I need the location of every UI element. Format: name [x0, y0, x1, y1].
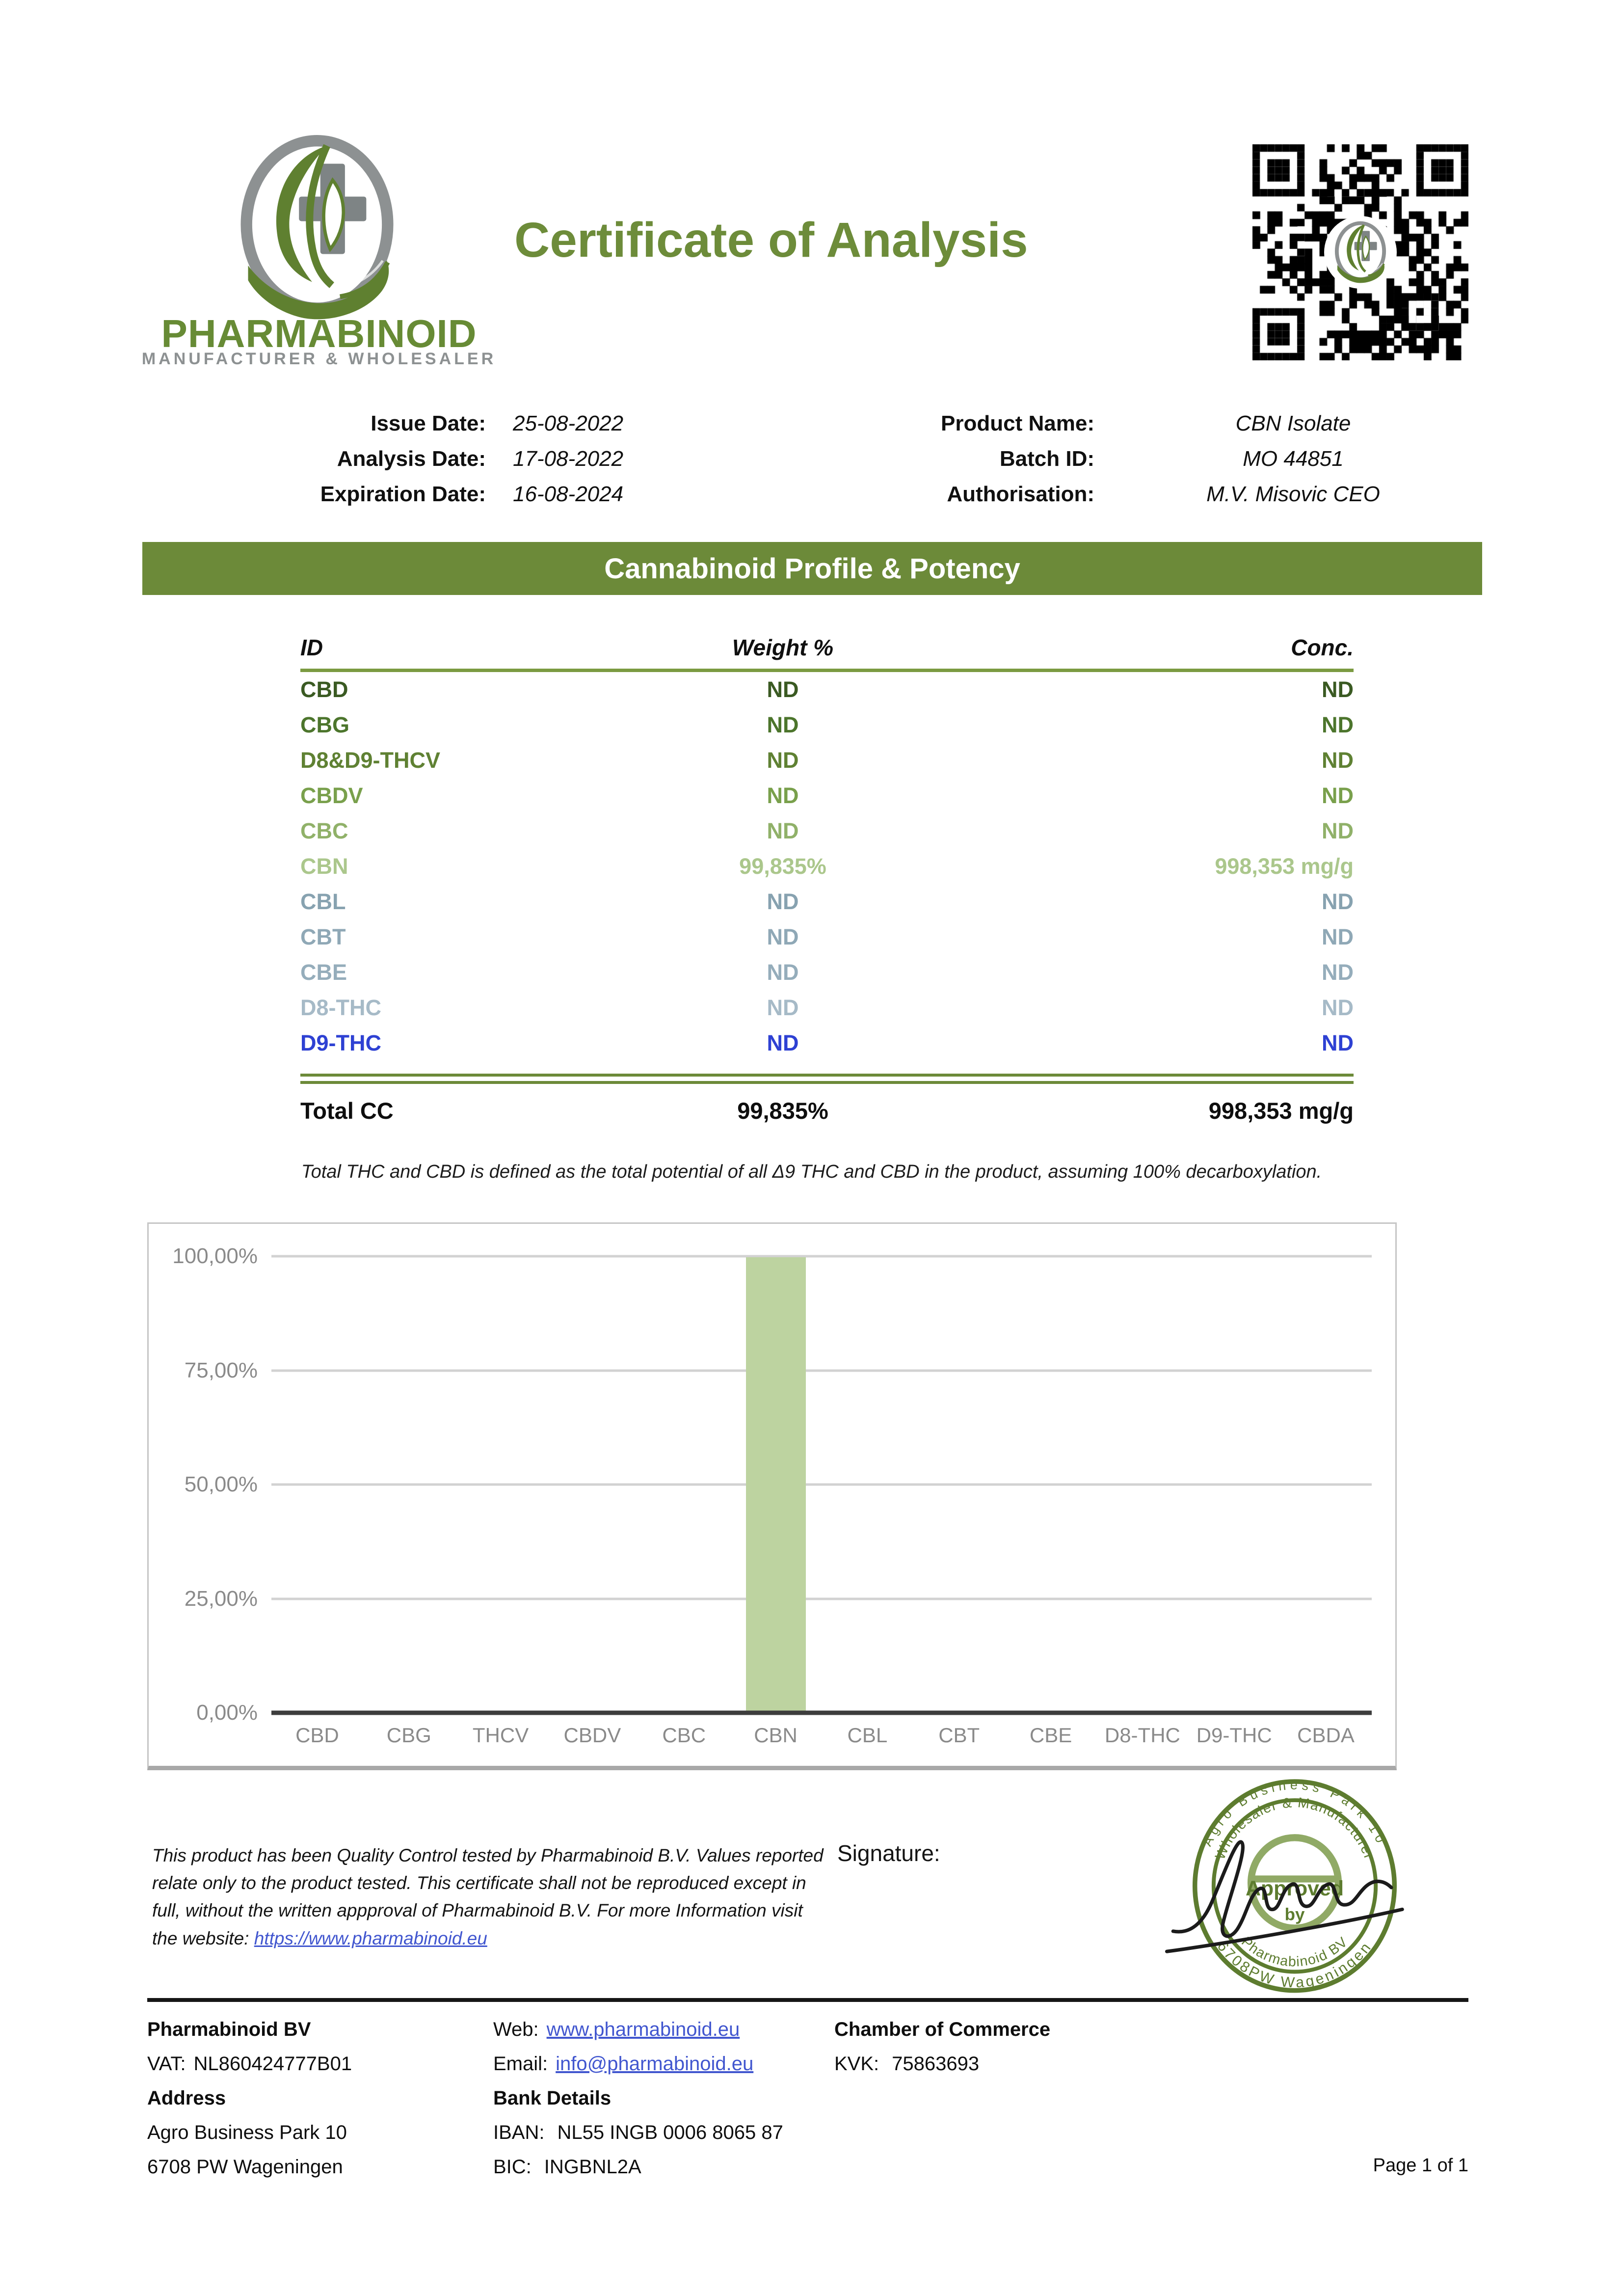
- x-axis-label: THCV: [472, 1724, 529, 1747]
- chart-cell: [363, 1256, 455, 1747]
- address-line-1: Agro Business Park 10: [147, 2122, 347, 2143]
- x-axis-label: CBD: [295, 1724, 339, 1747]
- bic-value: INGBNL2A: [544, 2156, 641, 2178]
- disclaimer-body: This product has been Quality Control tested by Pharmabinoid B.V. Values reported relate only to the product tested. This certificate shall not be reproduced except in full, without the written appproval of Pharmabinoid B.V. For more Information visit the website:: [152, 1845, 824, 1948]
- cell-weight: ND: [767, 818, 799, 843]
- page-title: Certificate of Analysis: [514, 213, 1028, 268]
- table-total-row: [300, 1092, 1354, 1129]
- approval-stamp: [1162, 1770, 1427, 2001]
- chart-cell: [913, 1256, 1005, 1747]
- table-row: [300, 743, 1354, 778]
- y-axis-label: 25,00%: [184, 1586, 258, 1611]
- email-link[interactable]: info@pharmabinoid.eu: [556, 2053, 754, 2075]
- cell-id: CBT: [300, 924, 346, 949]
- info-value: 17-08-2022: [513, 447, 624, 471]
- bar: [746, 1257, 806, 1713]
- table-row: [300, 1026, 1354, 1061]
- y-axis-label: 50,00%: [184, 1472, 258, 1496]
- kvk-value: 75863693: [892, 2053, 980, 2075]
- cell-weight: ND: [767, 995, 799, 1020]
- info-left-group: [147, 411, 788, 517]
- total-weight: 99,835%: [737, 1097, 828, 1124]
- table-row: [300, 990, 1354, 1026]
- table-row: [300, 884, 1354, 919]
- cell-id: CBG: [300, 712, 349, 737]
- cell-conc: 998,353 mg/g: [1215, 854, 1354, 879]
- info-field: [756, 447, 1465, 482]
- info-value: M.V. Misovic CEO: [1206, 482, 1380, 506]
- stamp-text-approved: Approved: [1245, 1876, 1344, 1900]
- info-field: [147, 411, 788, 447]
- total-conc: 998,353 mg/g: [1208, 1097, 1354, 1124]
- cell-weight: 99,835%: [739, 854, 826, 879]
- x-axis-label: CBN: [754, 1724, 798, 1747]
- cell-id: D8&D9-THCV: [300, 748, 441, 773]
- bic-label: BIC:: [493, 2156, 532, 2178]
- info-right-group: [756, 411, 1465, 517]
- pharmabinoid-logo-icon: [235, 133, 399, 323]
- cell-weight: ND: [767, 924, 799, 949]
- info-value: 16-08-2024: [513, 482, 624, 506]
- cell-id: CBE: [300, 960, 347, 985]
- table-row: [300, 707, 1354, 743]
- cell-conc: ND: [1322, 889, 1354, 914]
- info-label: Product Name:: [941, 411, 1094, 435]
- x-axis-label: CBC: [662, 1724, 706, 1747]
- info-value: 25-08-2022: [513, 411, 624, 435]
- signature-label: Signature:: [837, 1840, 940, 1866]
- footer-company-column: [147, 2019, 352, 2190]
- table-total-rule: [300, 1074, 1354, 1084]
- x-axis-label: CBDA: [1297, 1724, 1355, 1747]
- brand-tagline: MANUFACTURER & WHOLESALER: [141, 350, 497, 368]
- x-axis-label: CBG: [386, 1724, 431, 1747]
- cell-weight: ND: [767, 889, 799, 914]
- header-weight: Weight %: [732, 635, 834, 660]
- stamp-text-company: Pharmabinoid BV: [1238, 1934, 1351, 1970]
- table-row: [300, 849, 1354, 884]
- chart-cell: [546, 1256, 638, 1747]
- table-row: [300, 813, 1354, 849]
- cell-weight: ND: [767, 960, 799, 985]
- table-header-rule: [300, 669, 1354, 672]
- cell-id: CBDV: [300, 783, 363, 808]
- chart-cell: [1188, 1256, 1280, 1747]
- cell-weight: ND: [767, 748, 799, 773]
- brand-name: PHARMABINOID: [161, 312, 477, 355]
- vat-label: VAT:: [147, 2053, 186, 2075]
- website-link[interactable]: https://www.pharmabinoid.eu: [254, 1928, 487, 1948]
- address-title: Address: [147, 2087, 226, 2109]
- info-label: Batch ID:: [999, 447, 1094, 471]
- stamp-text-city: 6708PW Wageningen: [1214, 1938, 1376, 1991]
- commerce-title: Chamber of Commerce: [834, 2019, 1051, 2040]
- info-field: [756, 411, 1465, 447]
- qr-center-logo: [1324, 216, 1397, 289]
- info-label: Expiration Date:: [320, 482, 486, 506]
- decarboxylation-note: Total THC and CBD is defined as the total potential of all Δ9 THC and CBD in the product, assuming 100% decarboxylation.: [301, 1162, 1322, 1182]
- chart-cells: [271, 1256, 1372, 1747]
- page-number: Page 1 of 1: [1373, 2155, 1468, 2176]
- x-axis-label: D9-THC: [1196, 1724, 1272, 1747]
- info-value: CBN Isolate: [1235, 411, 1351, 435]
- header-id: ID: [300, 635, 323, 660]
- cell-id: D9-THC: [300, 1030, 381, 1055]
- info-field: [756, 482, 1465, 517]
- cell-conc: ND: [1322, 818, 1354, 843]
- y-axis-label: 0,00%: [196, 1701, 258, 1725]
- cell-conc: ND: [1322, 1030, 1354, 1055]
- address-line-2: 6708 PW Wageningen: [147, 2156, 343, 2178]
- cell-conc: ND: [1322, 677, 1354, 702]
- pharmabinoid-logo-icon: [1333, 220, 1388, 284]
- footer-commerce-column: [834, 2019, 1050, 2087]
- vat-value: NL860424777B01: [193, 2053, 352, 2075]
- cell-conc: ND: [1322, 995, 1354, 1020]
- chart-cell: [730, 1256, 822, 1747]
- x-axis-line: [271, 1711, 1372, 1715]
- total-label: Total CC: [300, 1097, 394, 1124]
- cell-weight: ND: [767, 677, 799, 702]
- email-label: Email:: [493, 2053, 548, 2075]
- cell-conc: ND: [1322, 960, 1354, 985]
- x-axis-label: CBL: [847, 1724, 888, 1747]
- info-label: Issue Date:: [371, 411, 486, 435]
- x-axis-label: CBT: [938, 1724, 980, 1747]
- cell-id: CBN: [300, 854, 348, 879]
- table-body: [300, 672, 1354, 1061]
- chart-plot: [172, 1244, 1372, 1747]
- cell-conc: ND: [1322, 924, 1354, 949]
- chart-cell: [638, 1256, 730, 1747]
- table-header: [300, 633, 1354, 662]
- header-conc: Conc.: [1291, 635, 1354, 660]
- cannabinoid-table: [300, 633, 1354, 1129]
- cell-id: D8-THC: [300, 995, 381, 1020]
- footer-contact-column: [493, 2019, 783, 2190]
- cell-id: CBL: [300, 889, 346, 914]
- iban-label: IBAN:: [493, 2122, 545, 2143]
- x-axis-label: CBE: [1029, 1724, 1072, 1747]
- section-banner: Cannabinoid Profile & Potency: [142, 542, 1482, 595]
- bar-chart: [147, 1222, 1397, 1770]
- footer-divider: [147, 1998, 1468, 2002]
- x-axis-label: D8-THC: [1104, 1724, 1180, 1747]
- cell-weight: ND: [767, 783, 799, 808]
- cell-conc: ND: [1322, 712, 1354, 737]
- footer-company-name: Pharmabinoid BV: [147, 2019, 311, 2040]
- cell-weight: ND: [767, 712, 799, 737]
- web-link[interactable]: www.pharmabinoid.eu: [546, 2019, 740, 2040]
- cell-weight: ND: [767, 1030, 799, 1055]
- x-axis-label: CBDV: [563, 1724, 621, 1747]
- stamp-text-address: Agro Business Park 10: [1199, 1777, 1390, 1849]
- info-field: [147, 482, 788, 517]
- chart-cell: [1005, 1256, 1097, 1747]
- info-value: MO 44851: [1243, 447, 1344, 471]
- bank-details-title: Bank Details: [493, 2087, 612, 2109]
- info-label: Analysis Date:: [337, 447, 486, 471]
- y-axis-label: 100,00%: [172, 1244, 258, 1268]
- chart-cell: [1096, 1256, 1188, 1747]
- table-row: [300, 955, 1354, 990]
- y-axis-label: 75,00%: [184, 1358, 258, 1382]
- kvk-label: KVK:: [834, 2053, 879, 2075]
- table-row: [300, 919, 1354, 955]
- disclaimer-text: [152, 1842, 825, 1952]
- chart-cell: [822, 1256, 913, 1747]
- chart-cell: [271, 1256, 363, 1747]
- cell-id: CBC: [300, 818, 348, 843]
- cell-conc: ND: [1322, 748, 1354, 773]
- stamp-text-by: by: [1284, 1905, 1305, 1924]
- info-field: [147, 447, 788, 482]
- chart-cell: [1280, 1256, 1372, 1747]
- web-label: Web:: [493, 2019, 539, 2040]
- table-row: [300, 672, 1354, 707]
- info-label: Authorisation:: [947, 482, 1094, 506]
- table-row: [300, 778, 1354, 813]
- stamp-text-wholesaler: Wholesaler & Manufacturer: [1212, 1795, 1377, 1862]
- qr-block: [1252, 144, 1468, 360]
- cell-conc: ND: [1322, 783, 1354, 808]
- iban-value: NL55 INGB 0006 8065 87: [557, 2122, 783, 2143]
- chart-cell: [455, 1256, 547, 1747]
- cell-id: CBD: [300, 677, 348, 702]
